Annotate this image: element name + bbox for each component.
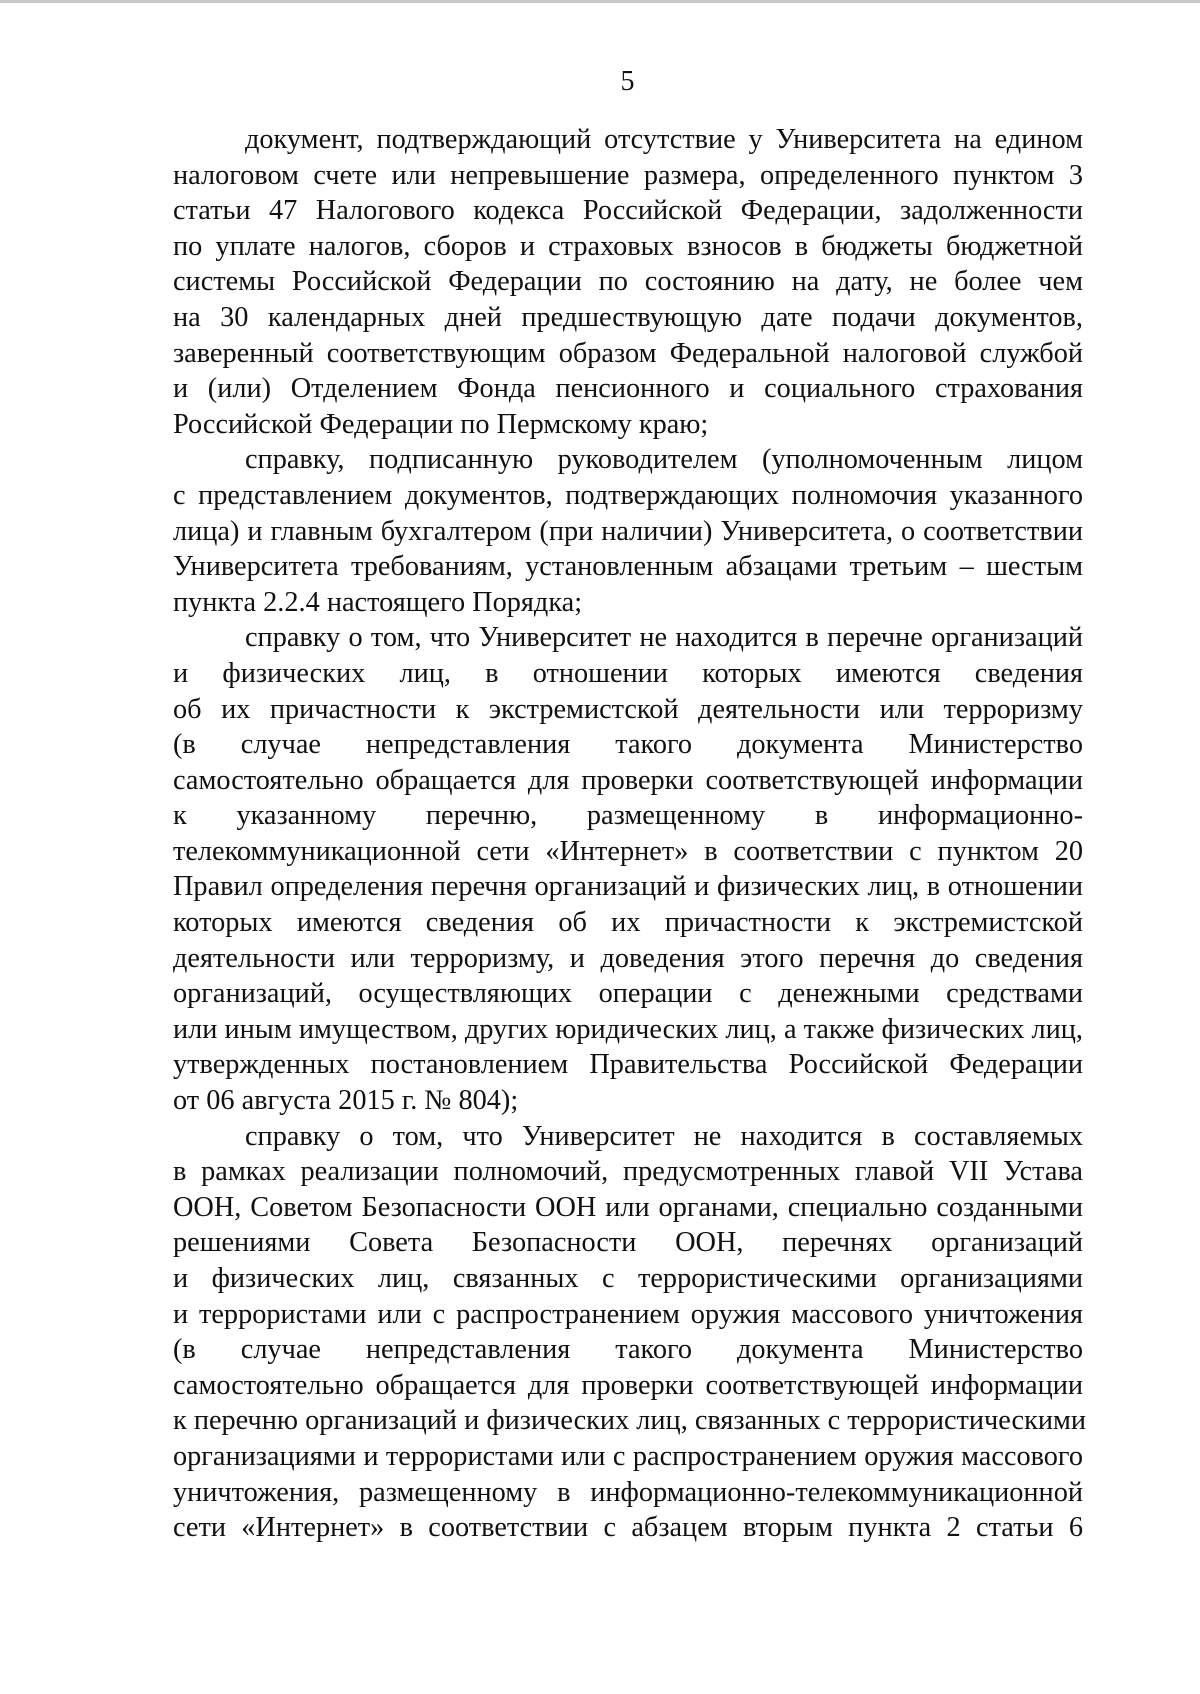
paragraph-extremism-list-certificate	[173, 620, 1083, 1118]
text-line: утвержденных постановлением Правительства Российской Федерации	[173, 1049, 1083, 1081]
paragraph-un-list-certificate	[173, 1119, 1087, 1546]
text-line: организациями и террористами или с распространением оружия массового	[173, 1440, 1083, 1472]
text-line: по уплате налогов, сборов и страховых взносов в бюджеты бюджетной	[173, 230, 1083, 262]
text-line: и (или) Отделением Фонда пенсионного и социального страхования	[173, 373, 1083, 405]
text-line: к указанному перечню, размещенному в информационно-	[173, 800, 1083, 832]
text-line: ООН, Советом Безопасности ООН или органами, специально созданными	[173, 1191, 1083, 1223]
text-line: справку о том, что Университет не находится в перечне организаций	[245, 622, 1083, 654]
scan-top-edge	[0, 0, 1200, 3]
text-line: деятельности или терроризму, и доведения этого перечня до сведения	[173, 942, 1083, 974]
text-line: Российской Федерации по Пермскому краю;	[173, 408, 709, 440]
text-line: об их причастности к экстремистской деятельности или терроризму	[173, 693, 1083, 725]
text-line: сети «Интернет» в соответствии с абзацем вторым пункта 2 статьи 6	[173, 1512, 1083, 1544]
text-line: уничтожения, размещенному в информационно-телекоммуникационной	[173, 1476, 1083, 1508]
text-line: Университета требованиям, установленным абзацами третьим – шестым	[173, 551, 1083, 583]
text-line: организаций, осуществляющих операции с денежными средствами	[173, 978, 1083, 1010]
text-line: решениями Совета Безопасности ООН, перечнях организаций	[173, 1227, 1083, 1259]
text-line: и физических лиц, связанных с террористическими организациями	[173, 1263, 1083, 1294]
text-line: которых имеются сведения об их причастности к экстремистской	[173, 907, 1083, 939]
text-line: и террористами или с распространением оружия массового уничтожения	[173, 1298, 1083, 1330]
text-line: (в случае непредставления такого документа Министерство	[173, 1334, 1083, 1366]
text-line: пункта 2.2.4 настоящего Порядка;	[173, 586, 583, 618]
text-line: заверенный соответствующим образом Федеральной налоговой службой	[173, 337, 1083, 369]
text-line: статьи 47 Налогового кодекса Российской Федерации, задолженности	[173, 195, 1083, 227]
text-line: самостоятельно обращается для проверки соответствующей информации	[173, 764, 1083, 796]
text-line: самостоятельно обращается для проверки соответствующей информации	[173, 1369, 1083, 1401]
text-line: телекоммуникационной сети «Интернет» в соответствии с пунктом 20	[173, 835, 1083, 867]
text-line: и физических лиц, в отношении которых имеются сведения	[173, 657, 1083, 689]
text-line: к перечню организаций и физических лиц, связанных с террористическими	[173, 1405, 1087, 1437]
text-line: лица) и главным бухгалтером (при наличии) Университета, о соответствии	[173, 515, 1083, 547]
text-line: с представлением документов, подтверждающих полномочия указанного	[173, 479, 1083, 511]
text-line: на 30 календарных дней предшествующую дате подачи документов,	[173, 301, 1083, 333]
text-line: документ, подтверждающий отсутствие у Университета на едином	[245, 124, 1083, 155]
paragraph-signed-certificate	[173, 442, 1083, 620]
paragraph-tax-debt-document	[173, 122, 1083, 442]
text-line: от 06 августа 2015 г. № 804);	[173, 1085, 519, 1117]
text-line: справку, подписанную руководителем (уполномоченным лицом	[245, 444, 1083, 476]
text-line: системы Российской Федерации по состоянию на дату, не более чем	[173, 266, 1083, 298]
page-number: 5	[620, 66, 635, 97]
text-line: справку о том, что Университет не находится в составляемых	[245, 1120, 1083, 1152]
document-body	[173, 122, 1087, 1546]
text-line: или иным имуществом, других юридических лиц, а также физических лиц,	[173, 1013, 1083, 1045]
text-line: (в случае непредставления такого документа Министерство	[173, 729, 1083, 761]
text-line: в рамках реализации полномочий, предусмотренных главой VII Устава	[173, 1156, 1083, 1188]
text-line: налоговом счете или непревышение размера, определенного пунктом 3	[173, 159, 1083, 191]
text-line: Правил определения перечня организаций и физических лиц, в отношении	[173, 871, 1083, 903]
